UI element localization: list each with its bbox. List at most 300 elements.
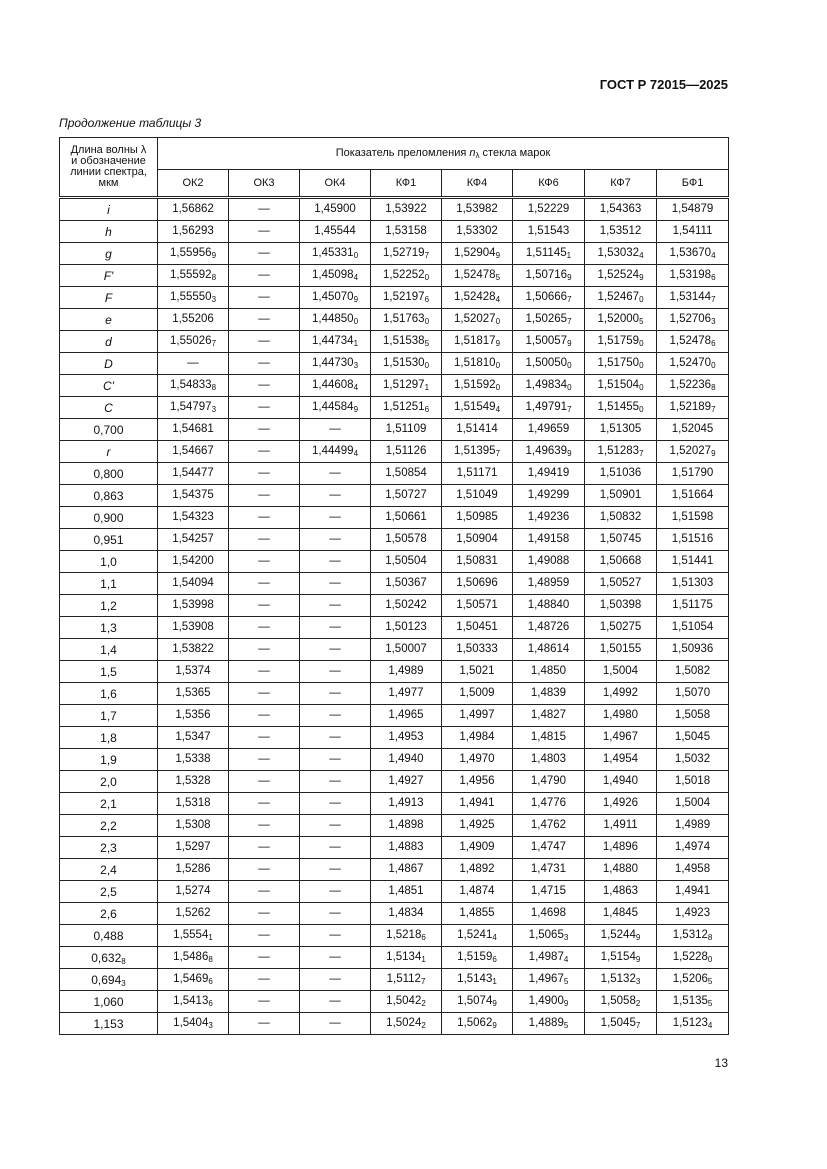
index-cell: $1,55026_7$ bbox=[158, 331, 229, 353]
index-cell: 1,4923 bbox=[657, 903, 729, 925]
table-caption: Продолжение таблицы 3 bbox=[59, 116, 202, 130]
wavelength-cell: 0,863 bbox=[60, 485, 158, 507]
index-cell: 1,4940 bbox=[371, 749, 442, 771]
index-cell: 1,54323 bbox=[158, 507, 229, 529]
index-cell: 1,4927 bbox=[371, 771, 442, 793]
index-cell: $1,51759_0$ bbox=[585, 331, 657, 353]
index-cell: 1,56293 bbox=[158, 221, 229, 243]
index-cell: $1,51283_7$ bbox=[585, 441, 657, 463]
index-cell: 1,51441 bbox=[657, 551, 729, 573]
index-cell: 1,5032 bbox=[657, 749, 729, 771]
index-cell: 1,50275 bbox=[585, 617, 657, 639]
column-header: ОК3 bbox=[229, 170, 300, 198]
index-cell: — bbox=[229, 198, 300, 221]
index-cell: 1,4867 bbox=[371, 859, 442, 881]
index-cell: $1,54797_3$ bbox=[158, 397, 229, 419]
index-cell: — bbox=[300, 969, 371, 991]
index-cell: 1,5009 bbox=[442, 683, 513, 705]
wavelength-cell: 1,8 bbox=[60, 727, 158, 749]
index-cell: 1,4954 bbox=[585, 749, 657, 771]
wavelength-cell: 1,3 bbox=[60, 617, 158, 639]
table-row bbox=[60, 991, 729, 1013]
index-cell: $1,4889_5$ bbox=[513, 1013, 585, 1035]
index-cell: — bbox=[300, 837, 371, 859]
index-cell: 1,4997 bbox=[442, 705, 513, 727]
refractive-index-group-header bbox=[158, 138, 729, 170]
index-cell: 1,48840 bbox=[513, 595, 585, 617]
wavelength-cell: d bbox=[60, 331, 158, 353]
table-row bbox=[60, 485, 729, 507]
index-cell: 1,54681 bbox=[158, 419, 229, 441]
index-cell: $1,44730_3$ bbox=[300, 353, 371, 375]
index-cell: — bbox=[229, 815, 300, 837]
index-cell: 1,4790 bbox=[513, 771, 585, 793]
index-cell: $1,5042_2$ bbox=[371, 991, 442, 1013]
index-cell: $1,54833_8$ bbox=[158, 375, 229, 397]
index-cell: $1,52027_0$ bbox=[442, 309, 513, 331]
index-cell: 1,4863 bbox=[585, 881, 657, 903]
index-cell: 1,53302 bbox=[442, 221, 513, 243]
wavelength-cell: 2,4 bbox=[60, 859, 158, 881]
wavelength-cell: 0,700 bbox=[60, 419, 158, 441]
index-cell: — bbox=[229, 265, 300, 287]
index-cell: — bbox=[300, 705, 371, 727]
index-cell: 1,52229 bbox=[513, 198, 585, 221]
index-cell: $1,5413_6$ bbox=[158, 991, 229, 1013]
index-cell: — bbox=[300, 573, 371, 595]
wavelength-cell: 1,2 bbox=[60, 595, 158, 617]
wavelength-cell: 1,4 bbox=[60, 639, 158, 661]
index-cell: — bbox=[229, 573, 300, 595]
index-cell: $1,52524_9$ bbox=[585, 265, 657, 287]
index-cell: $1,55550_3$ bbox=[158, 287, 229, 309]
index-cell: 1,5328 bbox=[158, 771, 229, 793]
index-cell: — bbox=[229, 485, 300, 507]
index-cell: 1,4977 bbox=[371, 683, 442, 705]
table-row bbox=[60, 221, 729, 243]
table-row bbox=[60, 595, 729, 617]
index-cell: 1,4747 bbox=[513, 837, 585, 859]
index-cell: 1,4926 bbox=[585, 793, 657, 815]
index-cell: 1,50527 bbox=[585, 573, 657, 595]
table-row bbox=[60, 793, 729, 815]
index-cell: $1,45070_9$ bbox=[300, 287, 371, 309]
index-cell: — bbox=[300, 793, 371, 815]
index-cell: — bbox=[229, 287, 300, 309]
index-cell: — bbox=[300, 529, 371, 551]
index-cell: 1,53998 bbox=[158, 595, 229, 617]
index-cell: — bbox=[300, 1013, 371, 1035]
index-cell: $1,5244_9$ bbox=[585, 925, 657, 947]
index-cell: — bbox=[229, 441, 300, 463]
index-cell: $1,51395_7$ bbox=[442, 441, 513, 463]
index-cell: 1,50745 bbox=[585, 529, 657, 551]
index-cell: $1,5132_3$ bbox=[585, 969, 657, 991]
table-row bbox=[60, 815, 729, 837]
index-cell: — bbox=[300, 903, 371, 925]
group-header-prefix: Показатель преломления bbox=[335, 147, 470, 159]
index-cell: — bbox=[229, 793, 300, 815]
index-cell: — bbox=[229, 749, 300, 771]
table-row bbox=[60, 419, 729, 441]
index-cell: 1,50696 bbox=[442, 573, 513, 595]
table-row bbox=[60, 441, 729, 463]
index-cell: 1,4762 bbox=[513, 815, 585, 837]
index-cell: $1,51817_9$ bbox=[442, 331, 513, 353]
index-cell: 1,54200 bbox=[158, 551, 229, 573]
index-cell: $1,5218_6$ bbox=[371, 925, 442, 947]
index-cell: 1,4909 bbox=[442, 837, 513, 859]
column-header: БФ1 bbox=[657, 170, 729, 198]
index-cell: 1,4970 bbox=[442, 749, 513, 771]
index-cell: 1,53822 bbox=[158, 639, 229, 661]
index-cell: — bbox=[229, 727, 300, 749]
index-cell: 1,4815 bbox=[513, 727, 585, 749]
index-cell: 1,49659 bbox=[513, 419, 585, 441]
index-cell: — bbox=[229, 881, 300, 903]
group-header-symbol-sub: λ bbox=[475, 151, 480, 160]
index-cell: $1,53144_7$ bbox=[657, 287, 729, 309]
index-cell: 1,4958 bbox=[657, 859, 729, 881]
table-row bbox=[60, 353, 729, 375]
index-cell: $1,52197_6$ bbox=[371, 287, 442, 309]
table-row bbox=[60, 507, 729, 529]
index-cell: 1,50451 bbox=[442, 617, 513, 639]
index-cell: 1,50007 bbox=[371, 639, 442, 661]
index-cell: $1,52706_3$ bbox=[657, 309, 729, 331]
index-cell: 1,5365 bbox=[158, 683, 229, 705]
index-cell: — bbox=[300, 771, 371, 793]
index-cell: $1,5062_9$ bbox=[442, 1013, 513, 1035]
index-cell: — bbox=[300, 551, 371, 573]
index-cell: $1,55956_9$ bbox=[158, 243, 229, 265]
table-row bbox=[60, 198, 729, 221]
index-cell: 1,5338 bbox=[158, 749, 229, 771]
index-cell: — bbox=[300, 815, 371, 837]
index-cell: — bbox=[229, 243, 300, 265]
index-cell: 1,50367 bbox=[371, 573, 442, 595]
wavelength-header-line: Длина волны λ bbox=[70, 144, 147, 156]
index-cell: 1,54667 bbox=[158, 441, 229, 463]
wavelength-cell: 1,6 bbox=[60, 683, 158, 705]
index-cell: 1,54363 bbox=[585, 198, 657, 221]
table-row bbox=[60, 705, 729, 727]
column-header: ОК2 bbox=[158, 170, 229, 198]
index-cell: $1,52236_8$ bbox=[657, 375, 729, 397]
wavelength-header bbox=[60, 138, 158, 198]
table-row bbox=[60, 947, 729, 969]
index-cell: $1,5058_2$ bbox=[585, 991, 657, 1013]
index-cell: $1,50050_0$ bbox=[513, 353, 585, 375]
index-cell: 1,50854 bbox=[371, 463, 442, 485]
index-cell: 1,5021 bbox=[442, 661, 513, 683]
index-cell: $1,4987_4$ bbox=[513, 947, 585, 969]
index-cell: 1,4827 bbox=[513, 705, 585, 727]
index-cell: 1,4980 bbox=[585, 705, 657, 727]
index-cell: 1,5274 bbox=[158, 881, 229, 903]
index-cell: $1,51592_0$ bbox=[442, 375, 513, 397]
index-cell: $1,51549_4$ bbox=[442, 397, 513, 419]
table-row bbox=[60, 331, 729, 353]
index-cell: — bbox=[300, 727, 371, 749]
table-row bbox=[60, 881, 729, 903]
column-header: ОК4 bbox=[300, 170, 371, 198]
index-cell: — bbox=[229, 837, 300, 859]
index-cell: 1,50398 bbox=[585, 595, 657, 617]
index-cell: 1,4892 bbox=[442, 859, 513, 881]
index-cell: 1,5356 bbox=[158, 705, 229, 727]
index-cell: $1,5469_6$ bbox=[158, 969, 229, 991]
wavelength-cell: 1,153 bbox=[60, 1013, 158, 1035]
index-cell: 1,54094 bbox=[158, 573, 229, 595]
index-cell: $1,55592_8$ bbox=[158, 265, 229, 287]
index-cell: 1,4941 bbox=[442, 793, 513, 815]
index-cell: 1,4984 bbox=[442, 727, 513, 749]
index-cell: — bbox=[300, 881, 371, 903]
index-cell: 1,45544 bbox=[300, 221, 371, 243]
index-cell: 1,53982 bbox=[442, 198, 513, 221]
index-cell: 1,51516 bbox=[657, 529, 729, 551]
index-cell: 1,50832 bbox=[585, 507, 657, 529]
wavelength-cell: 1,060 bbox=[60, 991, 158, 1013]
index-cell: $1,5143_1$ bbox=[442, 969, 513, 991]
index-cell: $1,51530_0$ bbox=[371, 353, 442, 375]
column-header: КФ1 bbox=[371, 170, 442, 198]
index-cell: — bbox=[229, 617, 300, 639]
table-row bbox=[60, 551, 729, 573]
wavelength-cell: 1,9 bbox=[60, 749, 158, 771]
index-cell: 1,5004 bbox=[657, 793, 729, 815]
index-cell: — bbox=[300, 661, 371, 683]
index-cell: $1,51750_0$ bbox=[585, 353, 657, 375]
index-cell: $1,5135_5$ bbox=[657, 991, 729, 1013]
wavelength-cell: C bbox=[60, 397, 158, 419]
index-cell: 1,50571 bbox=[442, 595, 513, 617]
index-cell: $1,51810_0$ bbox=[442, 353, 513, 375]
index-cell: 1,51126 bbox=[371, 441, 442, 463]
index-cell: 1,5045 bbox=[657, 727, 729, 749]
table-row bbox=[60, 859, 729, 881]
wavelength-cell: 0,488 bbox=[60, 925, 158, 947]
index-cell: 1,4925 bbox=[442, 815, 513, 837]
table-row bbox=[60, 727, 729, 749]
index-cell: 1,50901 bbox=[585, 485, 657, 507]
index-cell: 1,4989 bbox=[657, 815, 729, 837]
index-cell: 1,4974 bbox=[657, 837, 729, 859]
index-cell: $1,49791_7$ bbox=[513, 397, 585, 419]
index-cell: 1,50333 bbox=[442, 639, 513, 661]
table-row bbox=[60, 837, 729, 859]
index-cell: 1,4956 bbox=[442, 771, 513, 793]
index-cell: 1,50242 bbox=[371, 595, 442, 617]
index-cell: $1,5228_0$ bbox=[657, 947, 729, 969]
index-cell: $1,44584_9$ bbox=[300, 397, 371, 419]
index-cell: — bbox=[300, 595, 371, 617]
index-cell: $1,5123_4$ bbox=[657, 1013, 729, 1035]
index-cell: 1,54111 bbox=[657, 221, 729, 243]
group-header-symbol: n bbox=[469, 147, 476, 159]
index-cell: 1,50504 bbox=[371, 551, 442, 573]
index-cell: $1,52470_0$ bbox=[657, 353, 729, 375]
index-cell: — bbox=[300, 991, 371, 1013]
table-row bbox=[60, 749, 729, 771]
index-cell: 1,4834 bbox=[371, 903, 442, 925]
index-cell: 1,48726 bbox=[513, 617, 585, 639]
index-cell: $1,50265_7$ bbox=[513, 309, 585, 331]
index-cell: 1,51664 bbox=[657, 485, 729, 507]
table-row bbox=[60, 925, 729, 947]
wavelength-cell: 1,5 bbox=[60, 661, 158, 683]
wavelength-cell: 1,0 bbox=[60, 551, 158, 573]
index-cell: — bbox=[229, 683, 300, 705]
index-cell: — bbox=[229, 221, 300, 243]
index-cell: 1,50123 bbox=[371, 617, 442, 639]
index-cell: $1,51538_5$ bbox=[371, 331, 442, 353]
index-cell: 1,51305 bbox=[585, 419, 657, 441]
index-cell: $1,5154_9$ bbox=[585, 947, 657, 969]
index-cell: — bbox=[300, 683, 371, 705]
index-cell: $1,52904_9$ bbox=[442, 243, 513, 265]
index-cell: $1,49639_9$ bbox=[513, 441, 585, 463]
index-cell: $1,51297_1$ bbox=[371, 375, 442, 397]
wavelength-cell: F bbox=[60, 287, 158, 309]
index-cell: 1,4850 bbox=[513, 661, 585, 683]
index-cell: $1,5241_4$ bbox=[442, 925, 513, 947]
table-row bbox=[60, 375, 729, 397]
table-row bbox=[60, 661, 729, 683]
index-cell: 1,4839 bbox=[513, 683, 585, 705]
wavelength-cell: r bbox=[60, 441, 158, 463]
index-cell: 1,50668 bbox=[585, 551, 657, 573]
table-row bbox=[60, 771, 729, 793]
table-row bbox=[60, 617, 729, 639]
index-cell: $1,50057_9$ bbox=[513, 331, 585, 353]
column-header: КФ7 bbox=[585, 170, 657, 198]
index-cell: 1,4715 bbox=[513, 881, 585, 903]
index-cell: — bbox=[229, 419, 300, 441]
index-cell: 1,4803 bbox=[513, 749, 585, 771]
wavelength-cell: e bbox=[60, 309, 158, 331]
wavelength-cell: 2,3 bbox=[60, 837, 158, 859]
index-cell: — bbox=[300, 749, 371, 771]
index-cell: 1,4845 bbox=[585, 903, 657, 925]
index-cell: $1,51251_6$ bbox=[371, 397, 442, 419]
index-cell: 1,49419 bbox=[513, 463, 585, 485]
index-cell: — bbox=[300, 639, 371, 661]
index-cell: $1,51763_0$ bbox=[371, 309, 442, 331]
index-cell: $1,51145_1$ bbox=[513, 243, 585, 265]
index-cell: — bbox=[229, 859, 300, 881]
index-cell: 1,51109 bbox=[371, 419, 442, 441]
index-cell: $1,53032_4$ bbox=[585, 243, 657, 265]
index-cell: 1,4989 bbox=[371, 661, 442, 683]
index-cell: 1,5004 bbox=[585, 661, 657, 683]
index-cell: $1,53670_4$ bbox=[657, 243, 729, 265]
index-cell: 1,4855 bbox=[442, 903, 513, 925]
wavelength-cell: 2,1 bbox=[60, 793, 158, 815]
index-cell: 1,4992 bbox=[585, 683, 657, 705]
index-cell: 1,4965 bbox=[371, 705, 442, 727]
wavelength-cell: 1,7 bbox=[60, 705, 158, 727]
index-cell: $1,45098_4$ bbox=[300, 265, 371, 287]
index-cell: 1,4880 bbox=[585, 859, 657, 881]
index-cell: $1,5312_8$ bbox=[657, 925, 729, 947]
index-cell: — bbox=[229, 771, 300, 793]
wavelength-header-line: мкм bbox=[98, 177, 119, 189]
index-cell: 1,5058 bbox=[657, 705, 729, 727]
index-cell: 1,53512 bbox=[585, 221, 657, 243]
index-cell: — bbox=[229, 331, 300, 353]
wavelength-cell: $0,694_3$ bbox=[60, 969, 158, 991]
wavelength-cell: F' bbox=[60, 265, 158, 287]
index-cell: 1,56862 bbox=[158, 198, 229, 221]
index-cell: $1,52252_0$ bbox=[371, 265, 442, 287]
index-cell: 1,54375 bbox=[158, 485, 229, 507]
index-cell: 1,55206 bbox=[158, 309, 229, 331]
index-cell: 1,51790 bbox=[657, 463, 729, 485]
index-cell: 1,4953 bbox=[371, 727, 442, 749]
table-row bbox=[60, 243, 729, 265]
index-cell: $1,4967_5$ bbox=[513, 969, 585, 991]
index-cell: 1,45900 bbox=[300, 198, 371, 221]
standard-designation: ГОСТ Р 72015—2025 bbox=[599, 77, 728, 92]
index-cell: 1,48959 bbox=[513, 573, 585, 595]
index-cell: 1,5018 bbox=[657, 771, 729, 793]
index-cell: 1,5318 bbox=[158, 793, 229, 815]
table-row bbox=[60, 903, 729, 925]
index-cell: $1,45331_0$ bbox=[300, 243, 371, 265]
index-cell: 1,4851 bbox=[371, 881, 442, 903]
wavelength-cell: g bbox=[60, 243, 158, 265]
index-cell: 1,4883 bbox=[371, 837, 442, 859]
index-cell: 1,51049 bbox=[442, 485, 513, 507]
table-row bbox=[60, 309, 729, 331]
index-cell: — bbox=[229, 463, 300, 485]
index-cell: 1,50727 bbox=[371, 485, 442, 507]
index-cell: 1,4776 bbox=[513, 793, 585, 815]
index-cell: 1,50831 bbox=[442, 551, 513, 573]
index-cell: $1,5045_7$ bbox=[585, 1013, 657, 1035]
index-cell: 1,51171 bbox=[442, 463, 513, 485]
index-cell: $1,52467_0$ bbox=[585, 287, 657, 309]
index-cell: 1,4940 bbox=[585, 771, 657, 793]
index-cell: $1,52189_7$ bbox=[657, 397, 729, 419]
index-cell: 1,4731 bbox=[513, 859, 585, 881]
index-cell: — bbox=[300, 617, 371, 639]
index-cell: 1,4913 bbox=[371, 793, 442, 815]
index-cell: $1,51504_0$ bbox=[585, 375, 657, 397]
index-cell: 1,54879 bbox=[657, 198, 729, 221]
index-cell: — bbox=[229, 947, 300, 969]
index-cell: 1,51036 bbox=[585, 463, 657, 485]
index-cell: — bbox=[229, 661, 300, 683]
index-cell: — bbox=[229, 903, 300, 925]
index-cell: — bbox=[229, 991, 300, 1013]
index-cell: 1,50155 bbox=[585, 639, 657, 661]
index-cell: 1,49236 bbox=[513, 507, 585, 529]
index-cell: 1,53908 bbox=[158, 617, 229, 639]
index-cell: 1,50985 bbox=[442, 507, 513, 529]
wavelength-cell: i bbox=[60, 198, 158, 221]
wavelength-cell: C' bbox=[60, 375, 158, 397]
index-cell: 1,52045 bbox=[657, 419, 729, 441]
index-cell: — bbox=[229, 1013, 300, 1035]
index-cell: $1,53198_6$ bbox=[657, 265, 729, 287]
table-row bbox=[60, 463, 729, 485]
table-row bbox=[60, 683, 729, 705]
index-cell: 1,4896 bbox=[585, 837, 657, 859]
index-cell: — bbox=[229, 397, 300, 419]
